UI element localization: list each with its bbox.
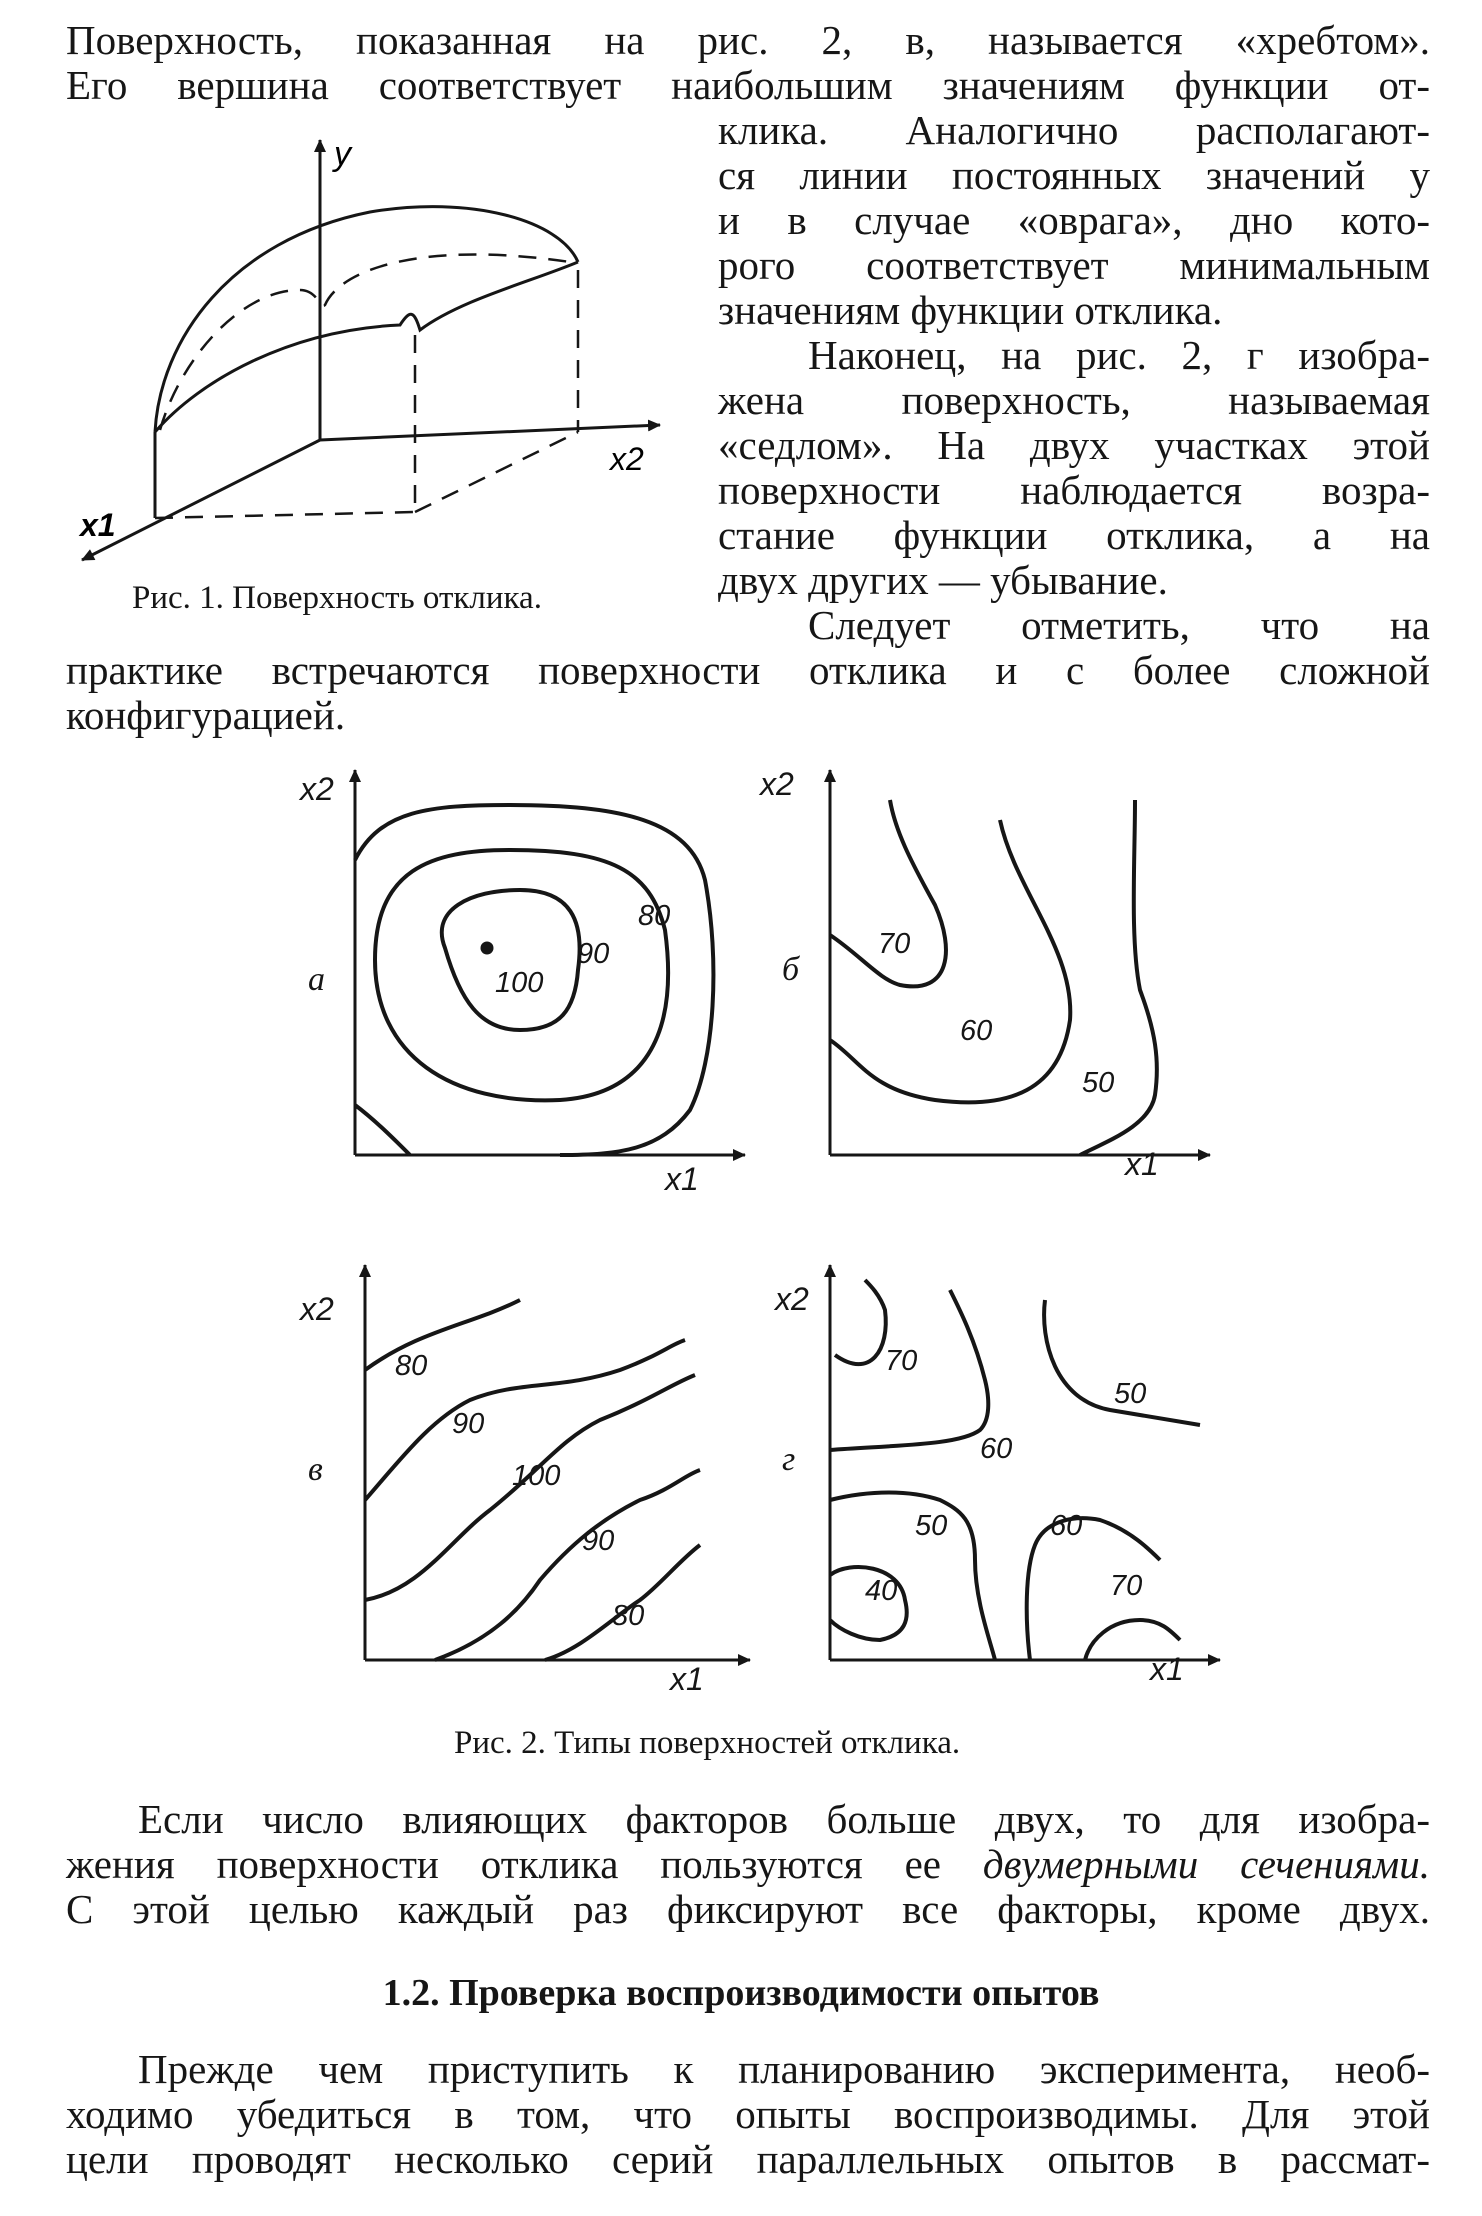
text-span: жения поверхности отклика пользуются ее	[66, 1841, 983, 1887]
text-line: практике встречаются поверхности отклика и с более сложной	[66, 647, 1430, 693]
contour-label: 100	[512, 1460, 561, 1492]
maximum-point	[481, 942, 494, 955]
axis-label: x2	[300, 771, 334, 807]
contour-label: 90	[577, 938, 610, 970]
panel-b-contours	[830, 770, 1210, 1155]
axis-label: x1	[1125, 1146, 1159, 1182]
panel-letter: б	[782, 951, 800, 988]
text-line: «седлом». На двух участках этой	[718, 422, 1430, 468]
contour-label: 60	[960, 1015, 993, 1047]
text-line: ходимо убедиться в том, что опыты воспроизводимы. Для этой	[66, 2091, 1430, 2137]
contour-label: 70	[1110, 1570, 1143, 1602]
axis-x1-label: x1	[80, 507, 116, 543]
text-line: Если число влияющих факторов больше двух, то для изобра-	[138, 1796, 1430, 1842]
text-line: и в случае «оврага», дно кото-	[718, 197, 1430, 243]
text-line	[66, 1840, 1430, 1888]
axis-label: x2	[760, 766, 794, 802]
contour-label: 60	[1050, 1510, 1083, 1542]
axis-label: x2	[300, 1291, 334, 1327]
text-line: двух других — убывание.	[718, 557, 1168, 603]
text-line: ся линии постоянных значений y	[718, 152, 1430, 198]
panel-a-contours	[355, 770, 745, 1155]
contour-label: 50	[915, 1510, 948, 1542]
contour-label: 60	[980, 1433, 1013, 1465]
axis-label: x1	[1150, 1651, 1184, 1687]
text-line: цели проводят несколько серий параллельных опытов в рассмат-	[66, 2136, 1430, 2182]
axis-label: x1	[670, 1661, 704, 1697]
panel-letter: а	[308, 961, 325, 998]
text-line: клика. Аналогично располагают-	[718, 107, 1430, 153]
figure-1-response-surface	[60, 125, 680, 585]
contour-label: 90	[582, 1525, 615, 1557]
contour-label: 100	[495, 967, 544, 999]
contour-label: 40	[865, 1575, 898, 1607]
text-line: Поверхность, показанная на рис. 2, в, называется «хребтом».	[66, 17, 1430, 63]
figure-2-caption: Рис. 2. Типы поверхностей отклика.	[454, 1725, 961, 1761]
figure-1-caption: Рис. 1. Поверхность отклика.	[132, 580, 542, 616]
contour-label: 50	[1082, 1067, 1115, 1099]
text-line: значениям функции отклика.	[718, 287, 1223, 333]
axis-y-label: y	[334, 135, 351, 173]
contour-label: 50	[1114, 1378, 1147, 1410]
text-line: Следует отметить, что на	[808, 602, 1430, 648]
figure-2-contour-panels	[260, 755, 1260, 1715]
contour-label: 90	[452, 1408, 485, 1440]
text-line: конфигурацией.	[66, 692, 346, 738]
text-line: рого соответствует минимальным	[718, 242, 1430, 288]
contour-label: 70	[885, 1345, 918, 1377]
panel-letter: в	[308, 1451, 323, 1488]
text-line: С этой целью каждый раз фиксируют все факторы, кроме двух.	[66, 1886, 1430, 1932]
contour-label: 80	[638, 900, 671, 932]
contour-label: 80	[612, 1600, 645, 1632]
panel-letter: г	[782, 1441, 796, 1478]
text-line: стание функции отклика, а на	[718, 512, 1430, 558]
section-heading: 1.2. Проверка воспроизводимости опытов	[382, 1972, 1100, 2014]
text-line: поверхности наблюдается возра-	[718, 467, 1430, 513]
text-line: Наконец, на рис. 2, г изобра-	[808, 332, 1430, 378]
axis-label: x2	[775, 1281, 809, 1317]
text-line: Его вершина соответствует наибольшим значениям функции от-	[66, 62, 1430, 108]
contour-label: 70	[878, 928, 911, 960]
italic-term: двумерными сечениями.	[982, 1841, 1430, 1887]
axis-x2-label: x2	[610, 441, 644, 477]
axis-label: x1	[665, 1161, 699, 1197]
text-line: жена поверхность, называемая	[718, 377, 1430, 423]
text-line: Прежде чем приступить к планированию эксперимента, необ-	[138, 2046, 1430, 2092]
contour-label: 80	[395, 1350, 428, 1382]
